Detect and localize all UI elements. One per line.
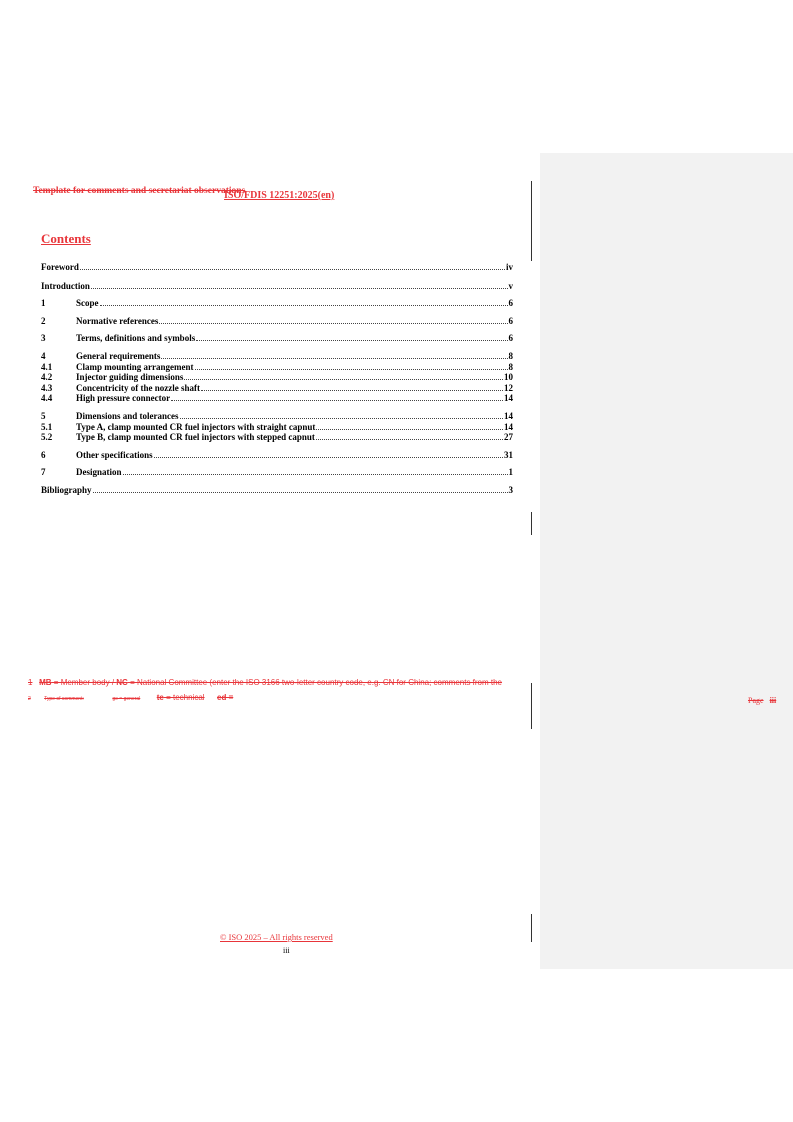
change-bar-toc-end [531,512,532,535]
change-bar-footer [531,914,532,942]
toc-entry[interactable] [41,262,513,273]
toc-dot-leader [123,473,508,475]
footnote-2 [28,687,233,705]
toc-entry-title: Scope [76,298,99,309]
footnote-te-text: = technical [163,693,205,702]
toc-entry-page: iv [505,262,513,272]
toc-entry-page: 3 [508,484,513,495]
toc-entry-page: 14 [504,421,513,432]
toc-entry-number: 5.2 [41,432,53,443]
toc-entry-number: 4.2 [41,372,53,383]
toc-entry[interactable] [41,432,513,443]
toc-entry-number: 4.1 [41,361,53,372]
toc-dot-leader [159,322,507,324]
toc-entry-page: 6 [508,298,513,309]
toc-dot-leader [195,368,508,370]
copyright-notice: © ISO 2025 – All rights reserved [220,932,333,942]
deleted-page-label [748,696,776,705]
toc-entry-number: 4 [41,350,46,361]
toc-entry-title: Designation [76,467,122,478]
toc-entry[interactable] [41,351,513,362]
footnote-2-label: Type of comment: [44,696,84,702]
toc-entry-title: General requirements [76,350,161,361]
toc-entry-number: 7 [41,467,46,478]
toc-entry-number: 2 [41,315,46,326]
toc-entry-title: Bibliography [41,484,92,495]
toc-entry-page: 27 [504,432,513,443]
toc-entry-page: 1 [508,467,513,478]
toc-entry-page: 6 [508,315,513,326]
toc-entry-title: Injector guiding dimensions [76,372,184,383]
table-of-contents [41,262,513,496]
toc-entry-page: v [508,280,513,291]
footnote-mb: MB [39,678,52,687]
toc-entry[interactable] [41,333,513,344]
toc-entry-page: 12 [504,382,513,393]
toc-dot-leader [316,438,503,440]
footnote-1 [28,678,502,687]
toc-dot-leader [100,304,508,306]
toc-entry-page: 8 [508,361,513,372]
toc-entry-title: Dimensions and tolerances [76,410,179,421]
toc-entry-page: 14 [504,410,513,421]
toc-entry-page: 8 [508,350,513,361]
toc-entry[interactable] [41,393,513,404]
toc-entry-page: 14 [504,393,513,404]
footnote-nc: NC [116,678,128,687]
contents-heading: Contents [41,231,91,246]
toc-entry[interactable] [41,383,513,394]
page-value: iii [769,696,777,705]
toc-entry[interactable] [41,411,513,422]
toc-entry[interactable] [41,298,513,309]
toc-entry-number: 5 [41,410,46,421]
toc-dot-leader [201,389,503,391]
toc-dot-leader [184,378,503,380]
toc-entry-number: 6 [41,449,46,460]
toc-entry[interactable] [41,485,513,496]
comment-margin-pane [540,153,793,969]
footer-page-number: iii [283,946,290,955]
toc-entry-title: Introduction [41,280,90,291]
toc-entry-page: 10 [504,372,513,383]
document-id: ISO/FDIS 12251:2025(en) [224,190,335,201]
toc-entry-page: 6 [508,333,513,344]
toc-entry[interactable] [41,450,513,461]
toc-dot-leader [80,268,505,270]
toc-dot-leader [154,456,503,458]
toc-entry-page: 31 [504,449,513,460]
toc-entry[interactable] [41,316,513,327]
footnote-te: te [156,693,164,702]
toc-dot-leader [180,417,503,419]
toc-entry[interactable] [41,422,513,433]
change-bar-top [531,181,532,261]
toc-entry[interactable] [41,281,513,292]
toc-entry-number: 3 [41,333,46,344]
toc-dot-leader [316,428,503,430]
toc-entry[interactable] [41,372,513,383]
toc-dot-leader [171,399,503,401]
toc-entry-title: Foreword [41,262,79,272]
toc-dot-leader [91,287,508,289]
toc-entry-title: Other specifications [76,449,153,460]
footnote-1-rest: = National Committee (enter the ISO 3166 two-letter country code, e.g. CN for China; comments from the [127,678,503,687]
toc-entry[interactable] [41,467,513,478]
footnote-ge: ge = general [112,696,141,702]
toc-entry-title: Clamp mounting arrangement [76,361,194,372]
toc-dot-leader [93,491,508,493]
toc-entry-number: 1 [41,298,46,309]
footnote-2-number: 2 [28,696,31,702]
footnote-1-text: = Member body / [51,678,117,687]
toc-entry-title: Terms, definitions and symbols [76,333,196,344]
footnote-1-number: 1 [28,678,33,687]
change-bar-footnotes [531,683,532,729]
toc-dot-leader [196,339,507,341]
toc-entry-number: 5.1 [41,421,53,432]
page-label: Page [748,696,764,705]
toc-entry-number: 4.3 [41,382,53,393]
deleted-template-title: Template for comments and secretariat observations [33,186,246,196]
footnote-ed: ed = [217,693,234,702]
toc-entry-title: Concentricity of the nozzle shaft [76,382,200,393]
toc-entry-title: Type B, clamp mounted CR fuel injectors with stepped capnut [76,432,315,443]
toc-entry-title: Normative references [76,315,159,326]
toc-entry[interactable] [41,362,513,373]
toc-entry-title: Type A, clamp mounted CR fuel injectors with straight capnut [76,421,316,432]
toc-entry-title: High pressure connector [76,393,171,404]
toc-entry-number: 4.4 [41,393,53,404]
toc-dot-leader [161,357,507,359]
